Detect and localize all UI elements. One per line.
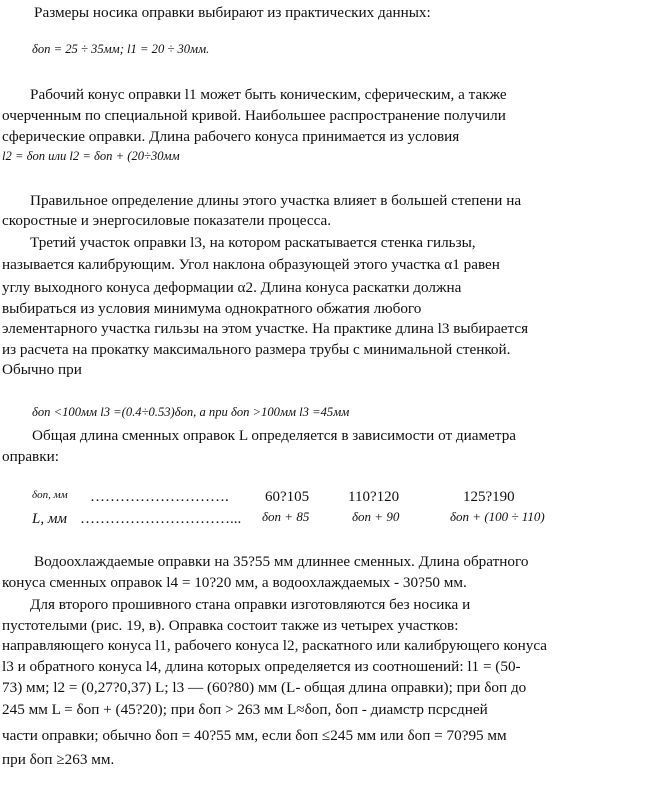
table-dots: ……………………….: [90, 489, 229, 505]
text-line: Правильное определение длины этого участка влияет в большей степени на: [30, 192, 522, 209]
table-label: L, мм: [32, 511, 67, 527]
table-cell: 110?120: [348, 489, 400, 505]
text-line: при δоп ≥263 мм.: [2, 751, 115, 768]
text-line: части оправки; обычно δоп = 40?55 мм, если δоп ≤245 мм или δоп = 70?95 мм: [2, 727, 507, 744]
text-line: элементарного участка гильзы на этом участке. На практике длина l3 выбирается: [2, 320, 529, 337]
text-line: углу выходного конуса деформации α2. Длина конуса раскатки должна: [2, 279, 462, 296]
text-line: 245 мм L = δоп + (45?20); при δоп > 263 мм L≈δоп, δоп - диамстр псрсдней: [2, 701, 488, 718]
text-line: l3 и обратного конуса l4, длина которых определяется из соотношений: l1 = (50-: [2, 658, 521, 675]
text-line: выбираться из условия минимума однократного обжатия любого: [2, 300, 422, 317]
text-line: Обычно при: [2, 361, 82, 378]
table-cell: 60?105: [265, 489, 310, 505]
table-cell: δоп + (100 ÷ 110): [450, 509, 545, 524]
text-line: Для второго прошивного стана оправки изготовляются без носика и: [30, 596, 471, 613]
text-line: очерченным по специальной кривой. Наибольшее распространение получили: [2, 107, 506, 124]
formula-line: δоп <100мм l3 =(0.4÷0.53)δоп, а при δоп >100мм l3 =45мм: [32, 405, 350, 419]
table-cell: δоп + 90: [352, 509, 400, 524]
text-line: пустотелыми (рис. 19, в). Оправка состоит также из четырех участков:: [2, 617, 459, 634]
text-line: Размеры носика оправки выбирают из практических данных:: [34, 4, 431, 21]
table-cell: δоп + 85: [262, 509, 310, 524]
text-line: Рабочий конус оправки l1 может быть коническим, сферическим, а также: [30, 86, 507, 103]
table-label: δоп, мм: [32, 489, 68, 501]
text-line: оправки:: [2, 448, 59, 465]
text-line: сферические оправки. Длина рабочего конуса принимается из условия: [2, 128, 460, 145]
formula-line: δоп = 25 ÷ 35мм; l1 = 20 ÷ 30мм.: [32, 42, 210, 56]
text-line: Водоохлаждаемые оправки на 35?55 мм длиннее сменных. Длина обратного: [34, 553, 529, 570]
formula-line: l2 = δоп или l2 = δоп + (20÷30мм: [2, 149, 180, 163]
text-line: скоростные и энергосиловые показатели процесса.: [2, 212, 332, 229]
text-line: называется калибрующим. Угол наклона образующей этого участка α1 равен: [2, 256, 500, 273]
table-cell: 125?190: [463, 489, 515, 505]
text-line: Третий участок оправки l3, на котором раскатывается стенка гильзы,: [30, 234, 476, 251]
text-line: конуса сменных оправок l4 = 10?20 мм, а водоохлаждаемых - 30?50 мм.: [2, 574, 467, 591]
text-line: Общая длина сменных оправок L определяется в зависимости от диаметра: [32, 427, 517, 444]
text-line: 73) мм; l2 = (0,27?0,37) L; l3 — (60?80) мм (L- общая длина оправки); при δоп до: [2, 679, 527, 696]
table-dots: …………………………...: [80, 511, 242, 527]
text-line: направляющего конуса l1, рабочего конуса l2, раскатного или калибрующего конуса: [2, 637, 548, 654]
text-line: из расчета на прокатку максимального размера трубы с минимальной стенкой.: [2, 341, 511, 358]
